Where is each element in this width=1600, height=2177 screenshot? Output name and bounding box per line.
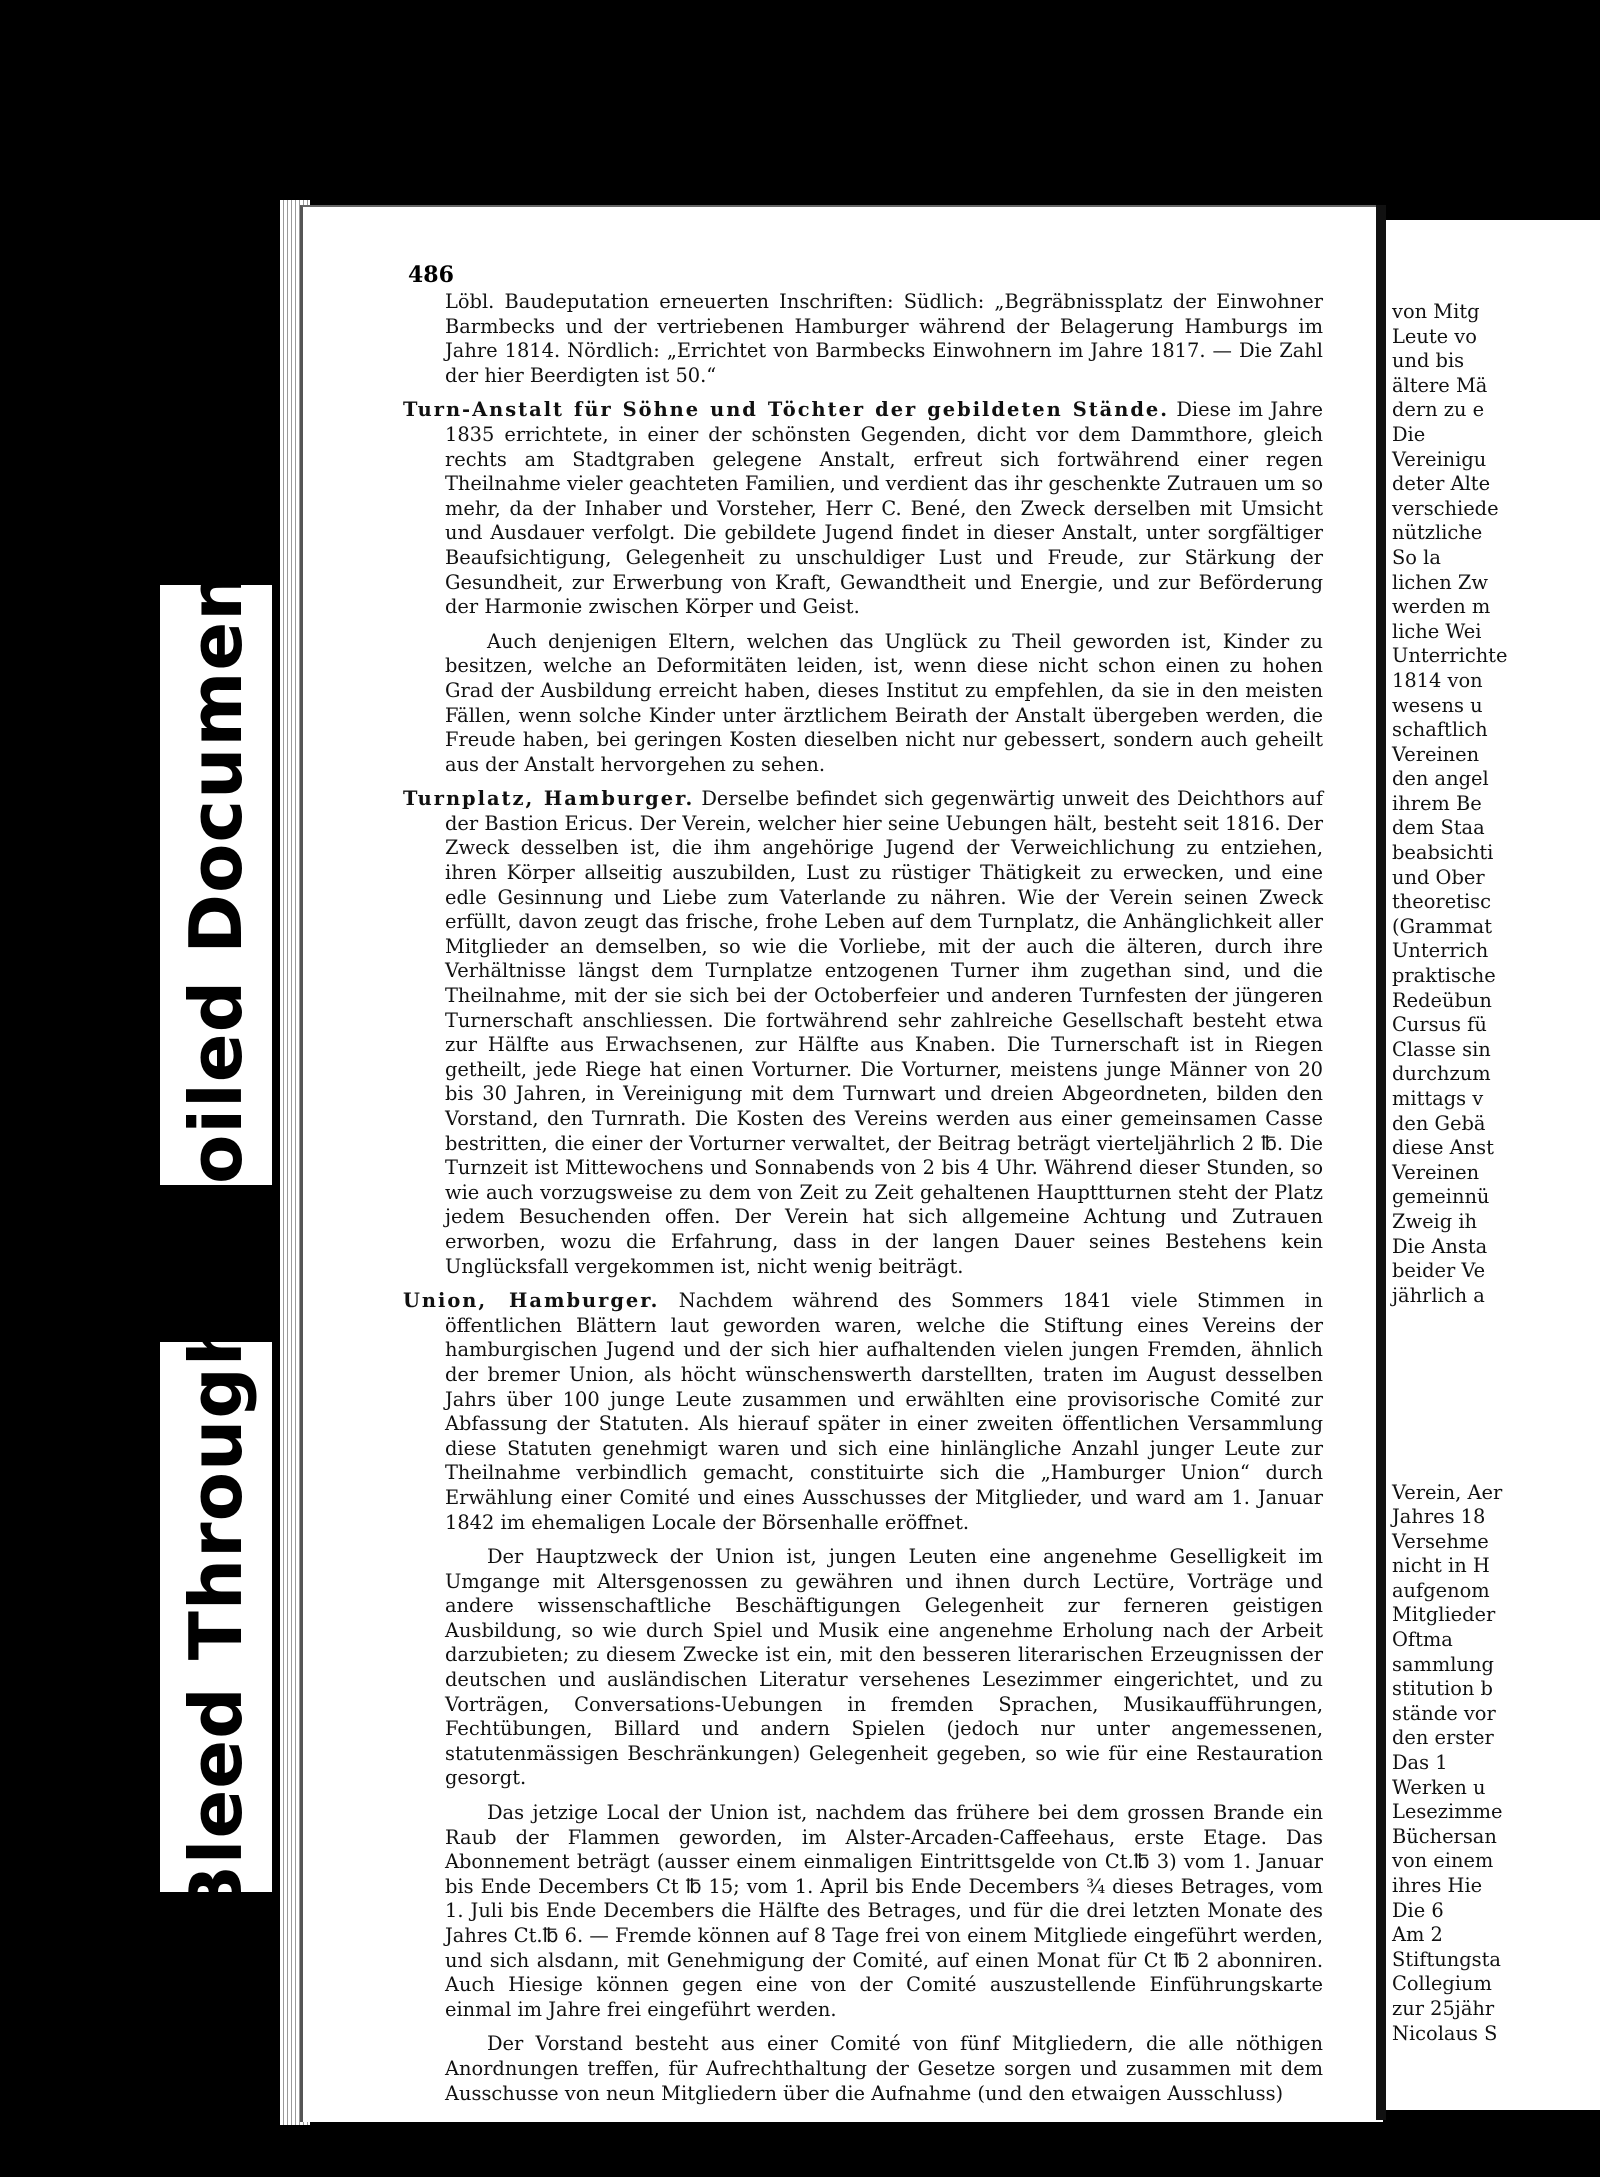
right-page-line	[1392, 1333, 1597, 1358]
entry-heading: Union, Hamburger.	[403, 1289, 660, 1313]
right-page-line: Collegium	[1392, 1972, 1492, 1996]
right-page-line: von einem	[1392, 1849, 1494, 1873]
entry	[403, 290, 1323, 388]
right-page-line: Leute vo	[1392, 324, 1477, 348]
right-page-line: wesens u	[1392, 693, 1483, 717]
right-page-line: von Mitg	[1392, 300, 1480, 323]
right-page-line: ältere Mä	[1392, 373, 1488, 397]
right-page-line: Unterrichte	[1392, 644, 1508, 668]
right-page-line: sammlung	[1392, 1652, 1494, 1676]
right-page-line: aufgenom	[1392, 1578, 1490, 1602]
right-page-line: So la	[1392, 545, 1441, 569]
right-page-line	[1392, 1456, 1597, 1481]
bleed-through-label: Bleed Through	[160, 1342, 272, 1892]
right-page-line: zur 25jähr	[1392, 1996, 1495, 2020]
right-page-line: Vereinen	[1392, 742, 1480, 766]
right-page-line: Verein, Aer	[1392, 1480, 1503, 1504]
right-page-line	[1392, 1308, 1597, 1333]
page-number: 486	[408, 262, 454, 288]
right-page-line: Werken u	[1392, 1775, 1486, 1799]
right-page-line: Cursus fü	[1392, 1013, 1487, 1037]
soiled-document-label: Soiled Document	[160, 585, 272, 1185]
right-page-line: verschiede	[1392, 496, 1499, 520]
right-page-line: durchzum	[1392, 1062, 1491, 1086]
right-page-line: und bis	[1392, 349, 1465, 373]
right-page-line: Stiftungsta	[1392, 1947, 1501, 1971]
entry-text: Löbl. Baudeputation erneuerten Inschriften: Südlich: „Begräbnissplatz der Einwohner Barmbecks und der vertriebenen Hamburger während der Belagerung Hamburgs im Jahre 1814. Nördlich: „Errichtet von Barmbecks Einwohnern im Jahre 1817. — Die Zahl der hier Beerdigten ist 50.“	[445, 290, 1323, 387]
right-page-line: beider Ve	[1392, 1259, 1486, 1283]
right-page-line: Jahres 18	[1392, 1505, 1486, 1529]
right-page-line	[1392, 1358, 1597, 1383]
right-page-text	[1392, 300, 1597, 2046]
entry-text: Diese im Jahre 1835 errichtete, in einer der schönsten Gegenden, dicht vor dem Dammthore, gleich rechts am Stadtgraben gelegene Anstalt, erfreut sich fortwährend einer regen Theilnahme vieler geachteten Familien, und verdient das ihr geschenkte Zutrauen um so mehr, da der Inhaber und Vorsteher, Herr C. Bené, den Zweck derselben mit Umsicht und Ausdauer verfolgt. Die gebildete Jugend findet in dieser Anstalt, unter sorgfältiger Beaufsichtigung, Gelegenheit zu unschuldiger Lust und Freude, zur Stärkung der Gesundheit, zur Erwerbung von Kraft, Gewandtheit und Energie, und zur Beförderung der Harmonie zwischen Körper und Geist.	[445, 398, 1323, 619]
right-page-line: Oftma	[1392, 1628, 1453, 1652]
right-page-line	[1392, 1407, 1597, 1432]
right-page-line: lichen Zw	[1392, 570, 1488, 594]
right-page-line: stitution b	[1392, 1677, 1493, 1701]
page-text	[403, 262, 1323, 2116]
entry	[403, 398, 1323, 619]
right-page-line	[1392, 1431, 1597, 1456]
right-page-line: theoretisc	[1392, 890, 1491, 914]
entry-heading: Turnplatz, Hamburger.	[403, 787, 695, 811]
right-page-line: liche Wei	[1392, 619, 1482, 643]
right-page-line: 1814 von	[1392, 668, 1483, 692]
right-page-line: werden m	[1392, 595, 1491, 619]
entry-text: Nachdem während des Sommers 1841 viele Stimmen in öffentlichen Blättern laut geworden waren, welche die Stiftung eines Vereins der hamburgischen Jugend und der sich hier aufhaltenden vielen jungen Fremden, ähnlich der bremer Union, als höcht wünschenswerth darstellten, traten im August desselben Jahrs über 100 junge Leute zusammen und erwählten eine provisorische Comité zur Abfassung der Statuten. Als hierauf später in einer zweiten öffentlichen Versammlung diese Statuten genehmigt waren und sich eine hinlängliche Anzahl junger Leute zur Theilnahme verbindlich gemacht, constituirte sich die „Hamburger Union“ durch Erwählung einer Comité und eines Ausschusses der Mitglieder, und ward am 1. Januar 1842 im ehemaligen Locale der Börsenhalle eröffnet.	[445, 1289, 1324, 1534]
right-page-line: den Gebä	[1392, 1111, 1486, 1135]
right-page-line: den angel	[1392, 767, 1489, 791]
book-page-right	[1386, 220, 1600, 2110]
right-page-line: Vereinen	[1392, 1160, 1480, 1184]
right-page-line: Die	[1392, 422, 1426, 446]
right-page-line: Lesezimme	[1392, 1800, 1503, 1824]
right-page-line: diese Anst	[1392, 1136, 1494, 1160]
right-page-line: Nicolaus S	[1392, 2021, 1498, 2045]
entry-paragraph: Der Hauptzweck der Union ist, jungen Leuten eine angenehme Geselligkeit im Umgange mit Altersgenossen zu gewähren und ihnen durch Lectüre, Vorträge und andere wissenschaftliche Beschäftigungen Gelegenheit zur ferneren geistigen Ausbildung, so wie durch Spiel und Musik eine angenehme Erholung nach der Arbeit darzubieten; zu diesem Zwecke ist ein, mit den besseren literarischen Erzeugnissen der deutschen und ausländischen Literatur versehenes Lesezimmer eingerichtet, und zu Vorträgen, Conversations-Uebungen in fremden Sprachen, Musikaufführungen, Fechtübungen, Billard und andern Spielen (jedoch nur unter angemessenen, statutenmässigen Beschränkungen) Gelegenheit gegeben, so wie für eine Restauration gesorgt.	[445, 1545, 1323, 1790]
right-page-line: Zweig ih	[1392, 1209, 1478, 1233]
right-page-line: beabsichti	[1392, 841, 1494, 865]
right-page-line: Classe sin	[1392, 1037, 1491, 1061]
right-page-line: Das 1	[1392, 1751, 1448, 1775]
right-page-line: Vereinigu	[1392, 447, 1487, 471]
right-page-line: jährlich a	[1392, 1283, 1485, 1307]
right-page-line: nützliche	[1392, 521, 1483, 545]
right-page-line: Unterrich	[1392, 939, 1489, 963]
entry-heading: Turn-Anstalt für Söhne und Töchter der gebildeten Stände.	[403, 398, 1169, 422]
right-page-line: Redeübun	[1392, 988, 1492, 1012]
right-page-line: stände vor	[1392, 1701, 1496, 1725]
right-page-line: den erster	[1392, 1726, 1494, 1750]
right-page-line: praktische	[1392, 964, 1496, 988]
right-page-line: dem Staa	[1392, 816, 1485, 840]
entry-paragraph: Auch denjenigen Eltern, welchen das Unglück zu Theil geworden ist, Kinder zu besitzen, welche an Deformitäten leiden, ist, wenn diese nicht schon einen zu hohen Grad der Ausbildung erreicht haben, dieses Institut zu empfehlen, da sie in den meisten Fällen, wenn solche Kinder unter ärztlichem Beirath der Anstalt übergeben werden, die Freude haben, bei geringen Kosten dieselben nicht nur gebessert, sondern auch geheilt aus der Anstalt hervorgehen zu sehen.	[445, 629, 1323, 776]
right-page-line: Mitglieder	[1392, 1603, 1496, 1627]
right-page-line: Versehme	[1392, 1529, 1489, 1553]
right-page-line: mittags v	[1392, 1087, 1484, 1110]
right-page-line: Die Ansta	[1392, 1234, 1488, 1258]
book-page-left	[300, 205, 1383, 2122]
right-page-line: gemeinnü	[1392, 1185, 1490, 1209]
right-page-line: ihrem Be	[1392, 791, 1482, 815]
right-page-line: schaftlich	[1392, 718, 1488, 742]
right-page-line: nicht in H	[1392, 1554, 1490, 1578]
right-page-line: deter Alte	[1392, 472, 1491, 496]
right-page-line: dern zu e	[1392, 398, 1485, 422]
entry-paragraph: Der Vorstand besteht aus einer Comité von fünf Mitgliedern, die alle nöthigen Anordnungen treffen, für Aufrechthaltung der Gesetze sorgen und zusammen mit dem Ausschusse von neun Mitgliedern über die Aufnahme (und den etwaigen Ausschluss)	[445, 2032, 1323, 2105]
right-page-line: Die 6	[1392, 1898, 1444, 1922]
book-gutter	[1376, 205, 1386, 2120]
entry	[403, 787, 1323, 1279]
right-page-line: Büchersan	[1392, 1824, 1497, 1848]
entry-paragraph: Das jetzige Local der Union ist, nachdem das frühere bei dem grossen Brande ein Raub der Flammen geworden, im Alster-Arcaden-Caffeehaus, erste Etage. Das Abonnement beträgt (ausser einem einmaligen Eintrittsgelde von Ct.℔ 3) vom 1. Januar bis Ende Decembers Ct ℔ 15; vom 1. April bis Ende Decembers ¾ dieses Betrages, vom 1. Juli bis Ende Decembers die Hälfte des Betrages, und für die drei letzten Monate des Jahres Ct.℔ 6. — Fremde können auf 8 Tage frei von einem Mitgliede eingeführt werden, und sich alsdann, mit Genehmigung der Comité, auf einen Monat für Ct ℔ 2 abonniren. Auch Hiesige können gegen eine von der Comité auszustellende Einführungskarte einmal im Jahre frei eingeführt werden.	[445, 1801, 1323, 2021]
entry-text: Derselbe befindet sich gegenwärtig unweit des Deichthors auf der Bastion Ericus. Der Verein, welcher hier seine Uebungen hält, besteht seit 1816. Der Zweck desselben ist, die ihm angehörige Jugend der Verweichlichung zu entziehen, ihren Körper allseitig auszubilden, Lust zu rüstiger Thätigkeit zu erwecken, und eine edle Gesinnung und Liebe zum Vaterlande zu nähren. Wie der Verein seinen Zweck erfüllt, davon zeugt das frische, frohe Leben auf dem Turnplatz, die Anhänglichkeit aller Mitglieder an demselben, so wie die Vorliebe, mit der auch die älteren, durch ihre Verhältnisse längst dem Turnplatze entzogenen Turner ihm zugethan sind, und die Theilnahme, mit der sie sich bei der Octoberfeier und anderen Turnfesten der jüngeren Turnerschaft anschliessen. Die fortwährend sehr zahlreiche Gesellschaft besteht etwa zur Hälfte aus Erwachsenen, zur Hälfte aus Knaben. Die Turnerschaft ist in Riegen getheilt, jede Riege hat einen Vorturner. Die Vorturner, meistens junge Männer von 20 bis 30 Jahren, in Vereinigung mit dem Turnwart und dreien Abgeordneten, bilden den Vorstand, den Turnrath. Die Kosten des Vereins werden aus einer gemeinsamen Casse bestritten, die einer der Vorturner verwaltet, der Beitrag beträgt vierteljährlich 2 ℔. Die Turnzeit ist Mittewochens und Sonnabends von 2 bis 4 Uhr. Während dieser Stunden, so wie auch vorzugsweise zu dem von Zeit zu Zeit gehaltenen Haupttturnen steht der Platz jedem Besuchenden offen. Der Verein hat sich allgemeine Achtung und Zutrauen erworben, wozu die Erfahrung, dass in der langen Dauer seines Bestehens kein Unglücksfall vergekommen ist, nicht wenig beiträgt.	[445, 787, 1323, 1278]
right-page-line: (Grammat	[1392, 914, 1493, 938]
right-page-line: ihres Hie	[1392, 1874, 1483, 1897]
entry	[403, 1289, 1323, 1535]
right-page-line	[1392, 1382, 1597, 1407]
right-page-line: und Ober	[1392, 865, 1485, 889]
right-page-line: Am 2	[1392, 1923, 1443, 1947]
